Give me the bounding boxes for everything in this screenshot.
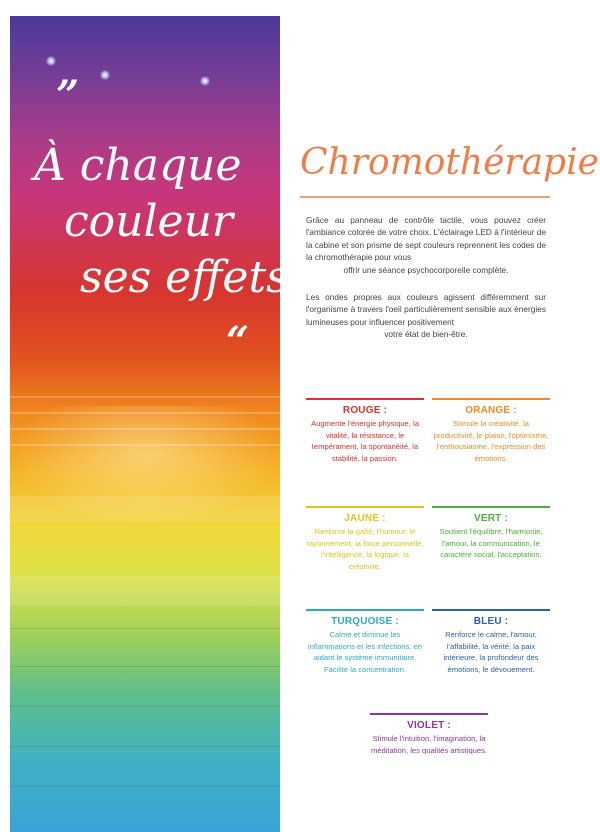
color-card-desc: Stimule la créativité, la productivité, le plaisir, l'optimisme, l'enthousiasme, l'expression des émotions. bbox=[433, 419, 549, 463]
color-card-bar bbox=[306, 398, 424, 400]
color-card-jaune bbox=[306, 506, 424, 572]
color-card-desc: Renforce la gaîté, l'humour, le rayonnement, la force personnelle, l'intelligence, la logique, la créativité. bbox=[306, 527, 424, 571]
ceiling-light-icon bbox=[46, 56, 56, 66]
close-quote-mark: “ bbox=[226, 318, 250, 365]
color-card-vert bbox=[432, 506, 550, 561]
wall-plank bbox=[10, 444, 280, 446]
sauna-bench bbox=[10, 496, 280, 522]
color-card-violet bbox=[370, 713, 488, 756]
color-card-name: TURQUOISE : bbox=[331, 616, 399, 627]
color-card-desc: Calme et diminue les inflammations et les infections, en aidant le système immunitaire. Facilite la concentration. bbox=[308, 630, 422, 674]
color-card-name: VIOLET : bbox=[407, 720, 451, 731]
slogan bbox=[34, 138, 331, 306]
color-card-turquoise bbox=[306, 609, 424, 675]
color-card-name: ROUGE : bbox=[342, 405, 388, 416]
color-card-bar bbox=[432, 398, 550, 400]
color-card-bar bbox=[306, 609, 424, 611]
title-underline bbox=[300, 196, 550, 198]
bench-slat bbox=[10, 628, 280, 629]
intro-p1-text: Grâce au panneau de contrôle tactile, vous pouvez créer l'ambiance colorée de votre choix. L'éclairage LED à l'intérieur de la cabine et son prisme de sept couleurs reprennent les codes de la chromothérapie pour vous bbox=[306, 215, 546, 263]
bench-slat bbox=[10, 666, 280, 667]
open-quote-mark: ” bbox=[56, 72, 80, 119]
bench-slat bbox=[10, 746, 280, 747]
page-title: Chromothérapie bbox=[300, 142, 599, 183]
ceiling-light-icon bbox=[100, 70, 110, 80]
color-card-bar bbox=[432, 609, 550, 611]
slogan-line-1: À chaque bbox=[34, 140, 242, 191]
color-card-desc: Stimule l'intuition, l'imagination, la méditation, les qualités artistiques. bbox=[370, 734, 488, 755]
color-card-name: JAUNE : bbox=[344, 513, 386, 524]
color-card-name: BLEU : bbox=[473, 616, 509, 627]
intro-p2-last-line: votre état de bien-être. bbox=[384, 329, 468, 340]
color-card-rouge bbox=[306, 398, 424, 464]
color-card-desc: Soutient l'équilibre, l'harmonie, l'amour, la communication, le caractère social, l'acceptation. bbox=[439, 527, 543, 560]
intro-paragraph-1 bbox=[306, 214, 546, 276]
sauna-bench bbox=[10, 576, 280, 606]
color-card-bleu bbox=[432, 609, 550, 675]
intro-p2-text: Les ondes propres aux couleurs agissent différemment sur l'organisme à travers l'oeil particulièrement sensible aux énergies lumineuses pour influencer positivement bbox=[306, 292, 546, 327]
bench-slat bbox=[10, 706, 280, 707]
wall-plank bbox=[10, 412, 280, 414]
ceiling-light-icon bbox=[200, 76, 210, 86]
intro-p1-last-line: offrir une séance psychocorporelle complète. bbox=[343, 264, 509, 275]
intro-paragraph-2 bbox=[306, 291, 546, 341]
color-card-bar bbox=[432, 506, 550, 508]
slogan-line-3: ses effets... bbox=[80, 252, 331, 303]
color-card-desc: Renforce le calme, l'amour, l'affabilité, la vérité, la paix intérieure, la profondeur des émotions, le dévouement. bbox=[443, 630, 539, 674]
color-card-name: VERT : bbox=[474, 513, 508, 524]
wall-plank bbox=[10, 396, 280, 398]
color-card-bar bbox=[306, 506, 424, 508]
wall-plank bbox=[10, 428, 280, 430]
color-card-orange bbox=[432, 398, 550, 464]
bench-slat bbox=[10, 786, 280, 787]
slogan-line-2: couleur bbox=[64, 196, 233, 247]
color-card-name: ORANGE : bbox=[465, 405, 517, 416]
color-card-desc: Augmente l'énergie physique, la vitalité, la résistance, le tempérament, la spontanéité, la stabilité, la passion. bbox=[311, 419, 419, 463]
color-card-bar bbox=[370, 713, 488, 715]
